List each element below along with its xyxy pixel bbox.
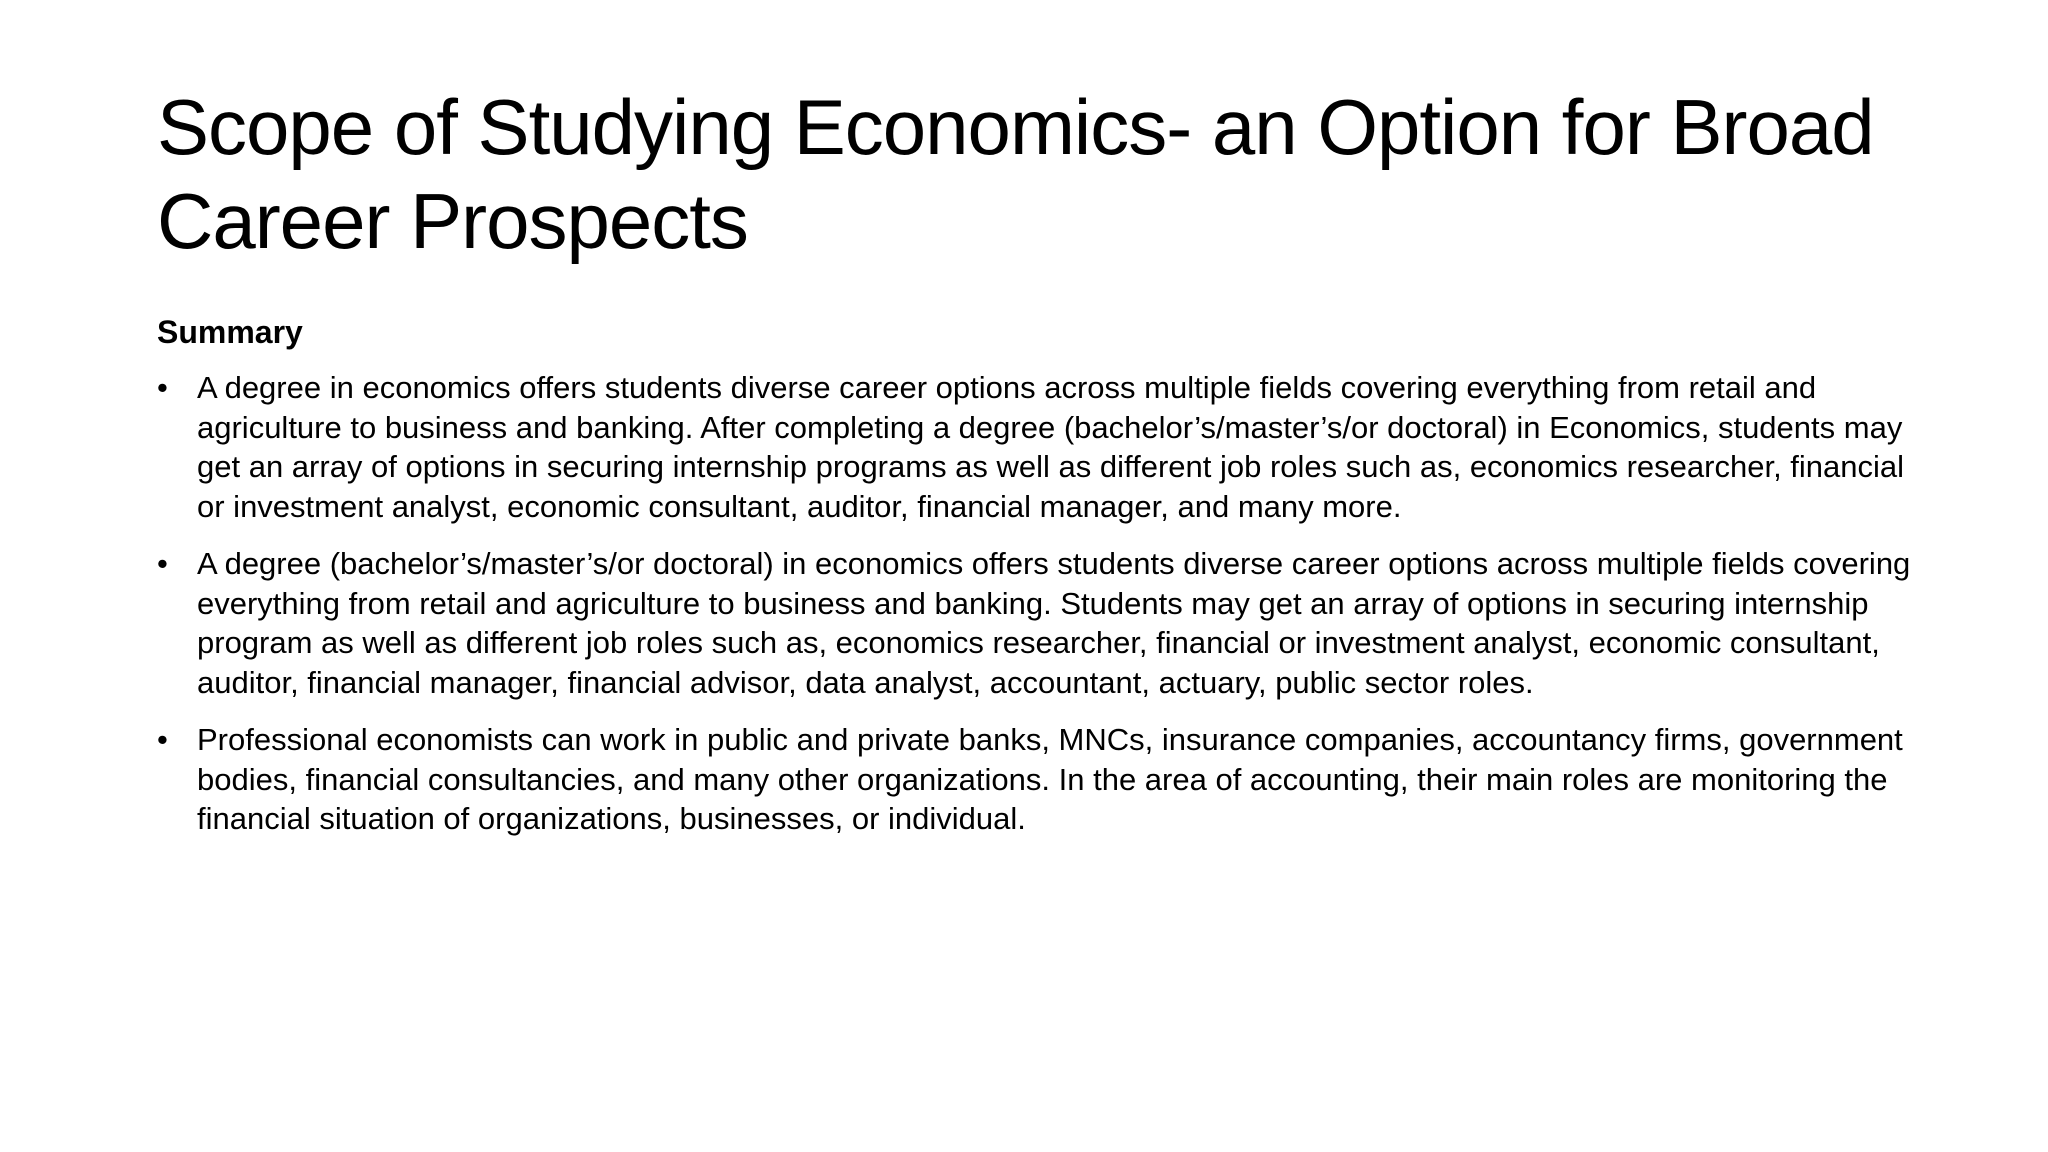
bullet-item <box>157 544 1917 702</box>
slide-title: Scope of Studying Economics- an Option for Broad Career Prospects <box>157 83 1874 265</box>
bullet-item <box>157 720 1917 839</box>
bullet-list <box>157 368 1917 839</box>
bullet-item <box>157 368 1917 526</box>
bullet-icon: • <box>157 546 168 581</box>
bullet-text: A degree (bachelor’s/master’s/or doctoral) in economics offers students diverse career options across multiple fields covering everything from retail and agriculture to business and banking. Students may get an array of options in securing internship program as well as different job roles such as, economics researcher, financial or investment analyst, economic consultant, auditor, financial manager, financial advisor, data analyst, accountant, actuary, public sector roles. <box>197 546 1911 700</box>
bullet-icon: • <box>157 370 168 405</box>
slide-content <box>157 312 1917 857</box>
bullet-icon: • <box>157 722 168 757</box>
summary-heading: Summary <box>157 314 303 350</box>
bullet-text: Professional economists can work in public and private banks, MNCs, insurance companies, accountancy firms, government bodies, financial consultancies, and many other organizations. In the area of accounting, their main roles are monitoring the financial situation of organizations, businesses, or individual. <box>197 722 1903 836</box>
bullet-text: A degree in economics offers students diverse career options across multiple fields covering everything from retail and agriculture to business and banking. After completing a degree (bachelor’s/master’s/or doctoral) in Economics, students may get an array of options in securing internship programs as well as different job roles such as, economics researcher, financial or investment analyst, economic consultant, auditor, financial manager, and many more. <box>197 370 1905 524</box>
